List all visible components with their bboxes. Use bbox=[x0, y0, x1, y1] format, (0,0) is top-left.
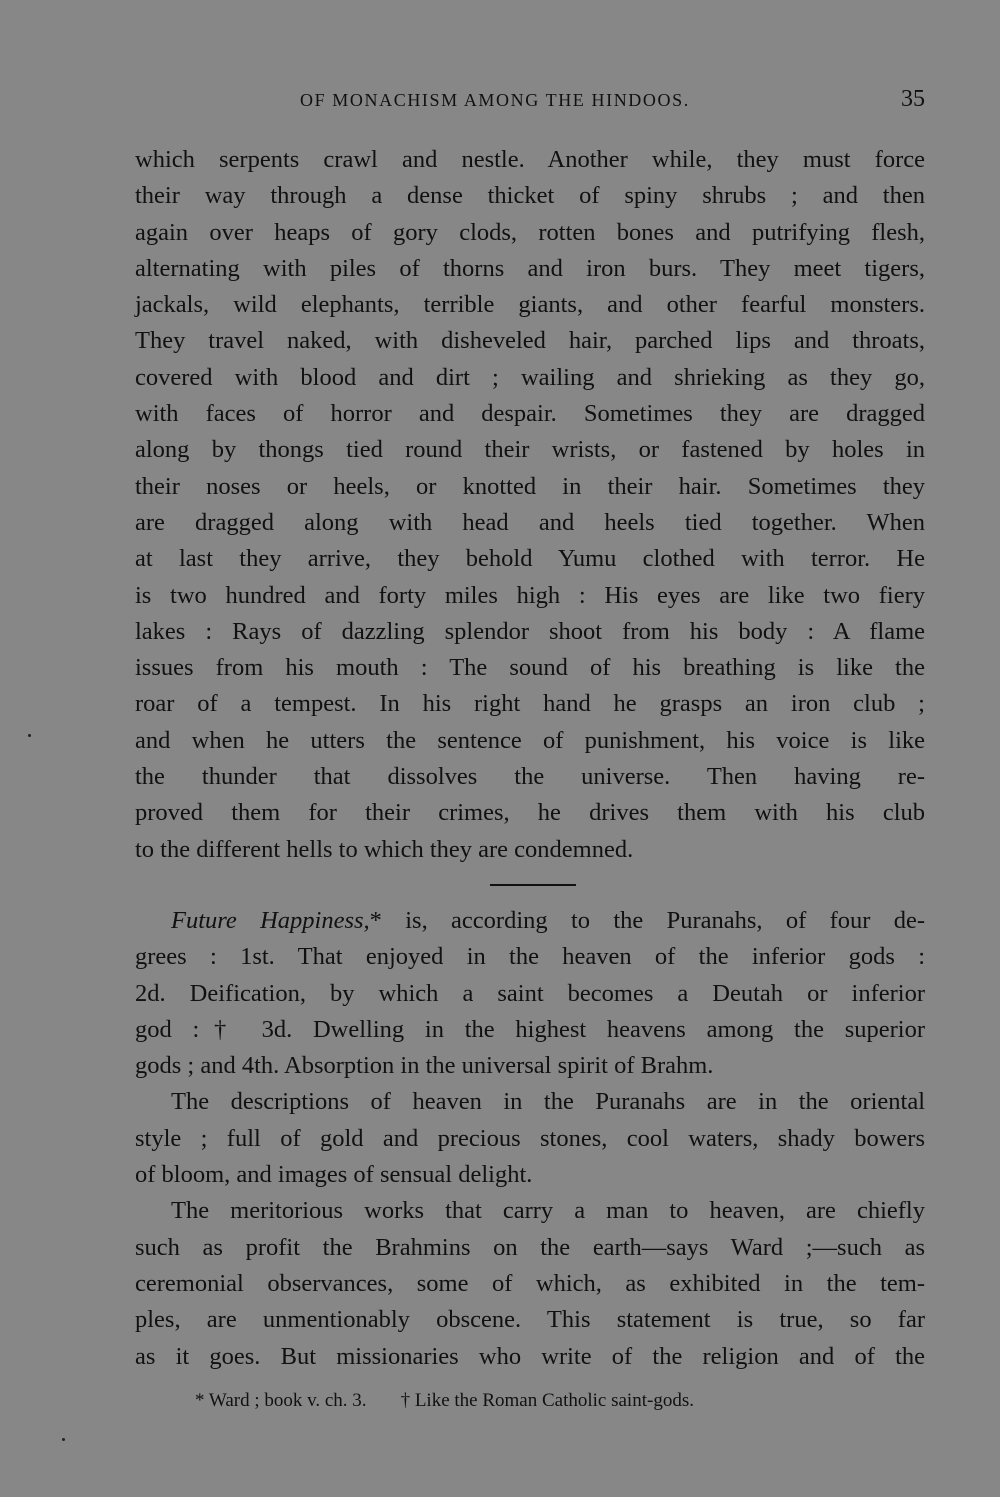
text-line: their noses or heels, or knotted in their hair. Sometimes they bbox=[135, 472, 925, 500]
text-line: grees : 1st. That enjoyed in the heaven of the inferior gods : bbox=[135, 943, 925, 971]
text-line: alternating with piles of thorns and iron burs. They meet tigers, bbox=[135, 254, 925, 282]
text-line: are dragged along with head and heels tied together. When bbox=[135, 508, 925, 536]
paragraph-heaven-descriptions bbox=[135, 1084, 925, 1193]
text-line: covered with blood and dirt ; wailing and shrieking as they go, bbox=[135, 363, 925, 391]
text-line: is two hundred and forty miles high : His eyes are like two fiery bbox=[135, 581, 925, 609]
text-line: ceremonial observances, some of which, as exhibited in the tem- bbox=[135, 1269, 925, 1297]
footnote-2: † Like the Roman Catholic saint-gods. bbox=[400, 1390, 694, 1411]
running-head bbox=[135, 86, 925, 116]
text-line: such as profit the Brahmins on the earth—says Ward ;—such as bbox=[135, 1233, 925, 1261]
body-section-2 bbox=[135, 903, 925, 1375]
text-line: god :† 3d. Dwelling in the highest heavens among the superior bbox=[135, 1015, 925, 1043]
text-line: issues from his mouth : The sound of his breathing is like the bbox=[135, 654, 925, 682]
paragraph-hell-description bbox=[135, 142, 925, 868]
text-line: The meritorious works that carry a man to heaven, are chiefly bbox=[171, 1197, 925, 1225]
text-line: roar of a tempest. In his right hand he grasps an iron club ; bbox=[135, 690, 925, 718]
text-line: at last they arrive, they behold Yumu clothed with terror. He bbox=[135, 545, 925, 573]
paragraph-future-happiness bbox=[135, 903, 925, 1084]
body-section-1 bbox=[135, 142, 925, 868]
text-fragment: * is, according to the Puranahs, of four de- bbox=[369, 907, 925, 934]
text-line: The descriptions of heaven in the Puranahs are in the oriental bbox=[171, 1088, 925, 1116]
text-line: their way through a dense thicket of spiny shrubs ; and then bbox=[135, 182, 925, 210]
section-divider bbox=[490, 884, 576, 886]
footnotes bbox=[195, 1390, 694, 1412]
print-speck bbox=[62, 1438, 65, 1441]
text-line: jackals, wild elephants, terrible giants, and other fearful monsters. bbox=[135, 291, 925, 319]
text-line: proved them for their crimes, he drives them with his club bbox=[135, 799, 925, 827]
text-line: 2d. Deification, by which a saint becomes a Deutah or inferior bbox=[135, 979, 925, 1007]
text-line: the thunder that dissolves the universe. Then having re- bbox=[135, 763, 925, 791]
text-line: of bloom, and images of sensual delight. bbox=[135, 1161, 533, 1189]
footnote-1: * Ward ; book v. ch. 3. bbox=[195, 1390, 367, 1411]
text-line: with faces of horror and despair. Sometimes they are dragged bbox=[135, 400, 925, 428]
text-line: style ; full of gold and precious stones, cool waters, shady bowers bbox=[135, 1124, 925, 1152]
text-line: again over heaps of gory clods, rotten bones and putrifying flesh, bbox=[135, 218, 925, 246]
text-line bbox=[135, 903, 925, 939]
text-line: gods ; and 4th. Absorption in the universal spirit of Brahm. bbox=[135, 1052, 714, 1080]
text-line: and when he utters the sentence of punishment, his voice is like bbox=[135, 726, 925, 754]
running-title: OF MONACHISM AMONG THE HINDOOS. bbox=[300, 90, 690, 110]
print-speck bbox=[28, 734, 31, 737]
italic-heading: Future Happiness, bbox=[171, 907, 370, 934]
text-line: They travel naked, with disheveled hair, parched lips and throats, bbox=[135, 327, 925, 355]
text-line: to the different hells to which they are condemned. bbox=[135, 835, 634, 863]
text-line: lakes : Rays of dazzling splendor shoot from his body : A flame bbox=[135, 617, 925, 645]
page-number: 35 bbox=[901, 86, 925, 112]
text-line: which serpents crawl and nestle. Another while, they must force bbox=[135, 146, 925, 173]
paragraph-meritorious-works bbox=[135, 1193, 925, 1374]
text-line: ples, are unmentionably obscene. This statement is true, so far bbox=[135, 1306, 925, 1334]
text-line: along by thongs tied round their wrists, or fastened by holes in bbox=[135, 436, 925, 464]
text-line: as it goes. But missionaries who write of the religion and of the bbox=[135, 1342, 925, 1370]
